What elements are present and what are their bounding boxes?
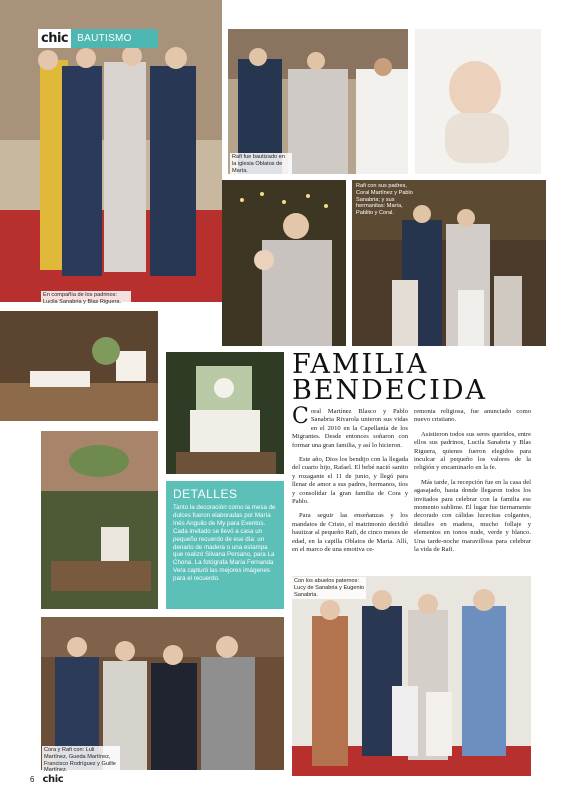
photo-bebe: [415, 29, 541, 174]
caption-padres: Rafi con sus padres, Coral Martínez y Pablo Sanabria; y sus hermanitas: María, Pablito y Coral.: [356, 183, 413, 217]
section-header: [38, 29, 158, 48]
photo-decoracion-mesa: [0, 311, 158, 421]
photo-torta: [166, 352, 284, 474]
article-paragraph: remonia religiosa, fue anunciado como nuevo cristiano.: [414, 408, 531, 424]
article-paragraph: Este año, Dios los bendijo con la llegada del cuarto hijo, Rafael. El bebé nació sanito y rozagante el 11 de junio, y llegó para llenar de amor a sus padres, hermanos, tíos y consolidar la gran familia de Cora y Pablo.: [292, 456, 408, 506]
article-paragraph: Coral Martínez Blasco y Pablo Sanabria Rivarola unieron sus vidas en el 2010 en la Capellanía de los Migrantes. Desde entonces soñaron con formar una gran familia, y así lo hicieron.: [292, 404, 408, 449]
caption-padrinos: En compañía de los padrinos: Lucila Sanabria y Blas Riguera.: [41, 291, 131, 307]
footer-logo: chic: [42, 774, 64, 785]
article-paragraph: Más tarde, la recepción fue en la casa del agasajado, hasta donde llegaron todos los invitados para celebrar con la familia ese momento sublime. El lugar fue tiernamente decorado con cálidas lucecitas colgantes, detalles en madera, mucho follaje y elementos en tonos nude, verde y blanco. Una tarde-noche maravillosa para celebrar la vida de Rafi.: [414, 478, 531, 554]
drop-cap: C: [292, 404, 309, 429]
page-footer: [30, 774, 63, 785]
headline-line-2: BENDECIDA: [292, 375, 488, 406]
article-paragraph: Para seguir las enseñanzas y los mandatos de Cristo, el matrimonio decidió bautizar al pequeño Rafi, de cinco meses de edad, en la capilla Oblatos de María. Allí, en el marco de una emotiva ce-: [292, 512, 408, 554]
article-column-2: [414, 408, 531, 561]
details-box: [166, 481, 284, 609]
section-label: BAUTISMO: [71, 29, 158, 48]
photo-abuelos: [292, 576, 531, 776]
caption-abuelos: Con los abuelos paternos: Lucy de Sanabria y Eugenio Sanabria.: [292, 577, 366, 599]
article-headline: [292, 349, 532, 406]
caption-familia: Cora y Rafi con: Luli Martínez, Gueda Martínez, Francisco Rodríguez y Guille Martínez.: [42, 746, 120, 775]
headline-line-1: FAMILIA: [292, 349, 429, 380]
brand-logo: chic: [38, 29, 71, 48]
article-column-1: [292, 404, 408, 561]
caption-iglesia: Rafi fue bautizado en la iglesia Oblatos de María.: [230, 153, 292, 175]
details-title: DETALLES: [173, 487, 238, 501]
article-paragraph: Asistieron todos sus seres queridos, entre ellos sus padrinos, Lucila Sanabria y Blas Riguera, quienes fueron elegidos para inculcar al pequeño los valores de la religión y encaminarlo en la fe.: [414, 430, 531, 472]
page-number: 6: [30, 775, 35, 784]
photo-mesa-dulces: [41, 431, 158, 609]
details-text: Tanto la decoración como la mesa de dulces fueron elaboradas por María Inés Anguilo de My para Eventos. Cada invitado se llevó a casa un pequeño recuerdo de ese día: un denario de madera o una estampa que realizó Silvana Persano, para La Chona. La fotógrafa María Fernanda Vera capturó las mejores imágenes para el recuerdo.: [173, 504, 276, 583]
photo-madre-bebe: [222, 180, 346, 346]
